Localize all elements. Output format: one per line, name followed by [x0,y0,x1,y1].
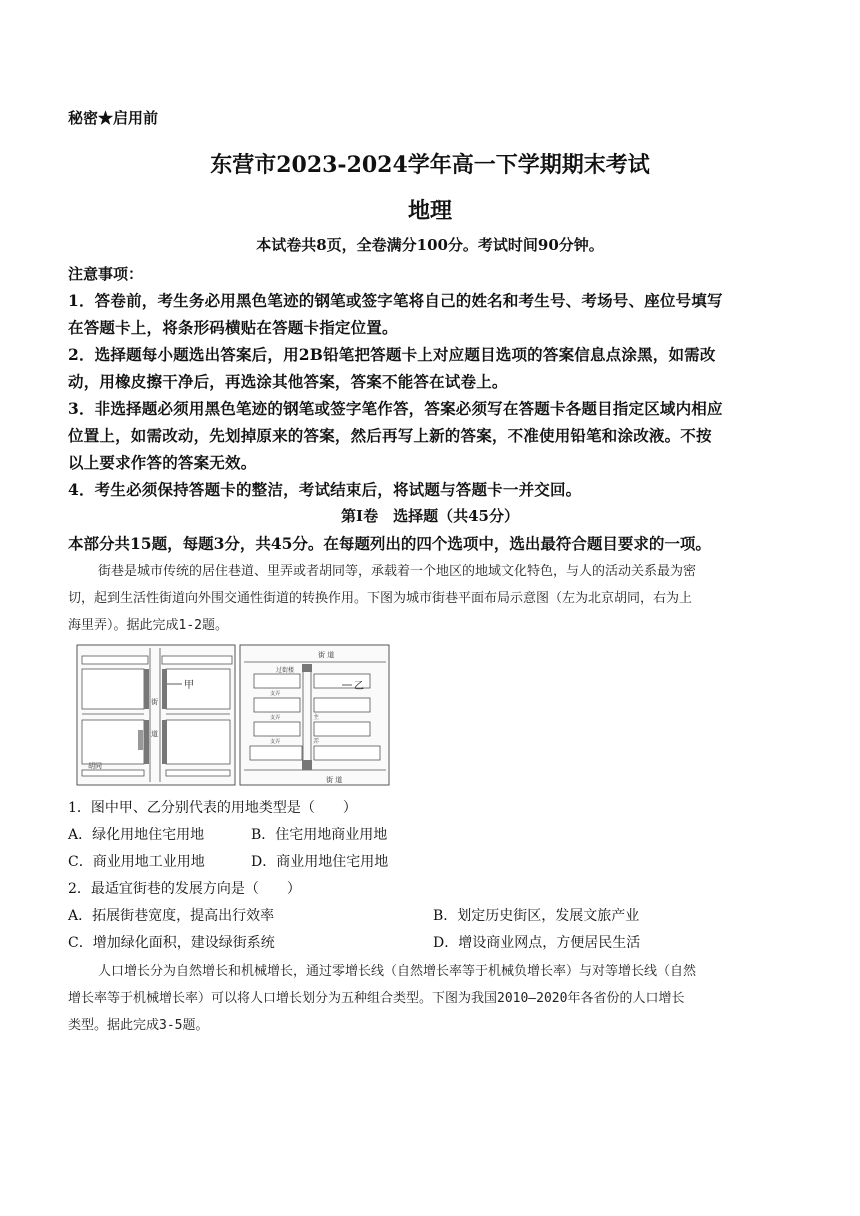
notice-line: 3．非选择题必须用黑色笔迹的钢笔或签字笔作答，答案必须写在答题卡各题目指定区域内相应 [68,399,723,418]
answer-option[interactable]: A．拓展街巷宽度，提高出行效率 [68,908,275,924]
section-title: 第Ⅰ卷 选择题（共45分） [341,507,519,525]
material-line: 切，起到生活性街道向外围交通性街道的转换作用。下图为城市街巷平面布局示意图（左为北京胡同，右为上 [68,591,693,606]
label-hutong: 胡同 [88,762,102,770]
notice-line: 位置上，如需改动，先划掉原来的答案，然后再写上新的答案，不准使用铅笔和涂改液。不按 [68,426,712,445]
label-nong: 弄 [313,738,320,745]
section-description: 本部分共15题，每题3分，共45分。在每题列出的四个选项中，选出最符合题目要求的一项。 [68,534,711,553]
notice-line: 以上要求作答的答案无效。 [68,453,257,472]
question-stem: 2．最适宜街巷的发展方向是（ ） [68,881,301,897]
notice-line: 2．选择题每小题选出答案后，用2B铅笔把答题卡上对应题目选项的答案信息点涂黑，如需改 [68,345,716,364]
label-jia: 甲 [184,680,194,691]
answer-option[interactable]: A．绿化用地住宅用地 [68,827,205,843]
label-jie: 街 [151,698,158,706]
answer-option[interactable]: D．增设商业网点，方便居民生活 [433,935,641,951]
exam-info: 本试卷共8页，全卷满分100分。考试时间90分钟。 [256,236,604,254]
label-zhilong: 支弄 [270,739,281,745]
notice-line: 4．考生必须保持答题卡的整洁，考试结束后，将试题与答题卡一并交回。 [68,480,582,499]
label-dao: 道 [151,730,158,738]
label-zhilong: 支弄 [270,691,281,697]
material-line: 街巷是城市传统的居住巷道、里弄或者胡同等，承载着一个地区的地域文化特色，与人的活动关系最为密 [98,564,697,579]
material-line: 类型。据此完成3-5题。 [68,1018,209,1033]
answer-option[interactable]: B．划定历史街区，发展文旅产业 [433,908,640,924]
answer-option[interactable]: D．商业用地住宅用地 [251,854,389,870]
notice-line: 动，用橡皮擦干净后，再选涂其他答案，答案不能答在试卷上。 [68,372,508,391]
beijing-hutong-panel [77,645,235,785]
label-street-top: 街 道 [318,651,335,659]
street-layout-figure [74,642,392,788]
notice-line: 1．答卷前，考生务必用黑色笔迹的钢笔或签字笔将自己的姓名和考生号、考场号、座位号填写 [68,291,723,310]
label-zhu: 主 [313,714,320,721]
answer-option[interactable]: B．住宅用地商业用地 [251,827,388,843]
material-line: 人口增长分为自然增长和机械增长，通过零增长线（自然增长率等于机械负增长率）与对等增长线（自然 [98,964,697,979]
label-yi: 乙 [354,681,364,692]
shanghai-lilong-panel [240,645,389,785]
material-line: 海里弄）。据此完成1-2题。 [68,618,228,633]
notice-line: 在答题卡上，将条形码横贴在答题卡指定位置。 [68,318,398,337]
question-stem: 1．图中甲、乙分别代表的用地类型是（ ） [68,800,357,816]
subject-title: 地理 [407,198,452,224]
notice-heading: 注意事项： [68,265,144,283]
answer-option[interactable]: C．商业用地工业用地 [68,854,205,870]
label-guojielou: 过街楼 [276,667,295,674]
material-line: 增长率等于机械增长率）可以将人口增长划分为五种组合类型。下图为我国2010—2020年各省份的人口增长 [68,991,685,1006]
label-zhilong: 支弄 [270,715,281,721]
secret-label: 秘密★启用前 [68,109,159,127]
answer-option[interactable]: C．增加绿化面积，建设绿街系统 [68,935,275,951]
label-street-bottom: 街 道 [326,776,343,784]
exam-title: 东营市2023-2024学年高一下学期期末考试 [210,152,650,178]
